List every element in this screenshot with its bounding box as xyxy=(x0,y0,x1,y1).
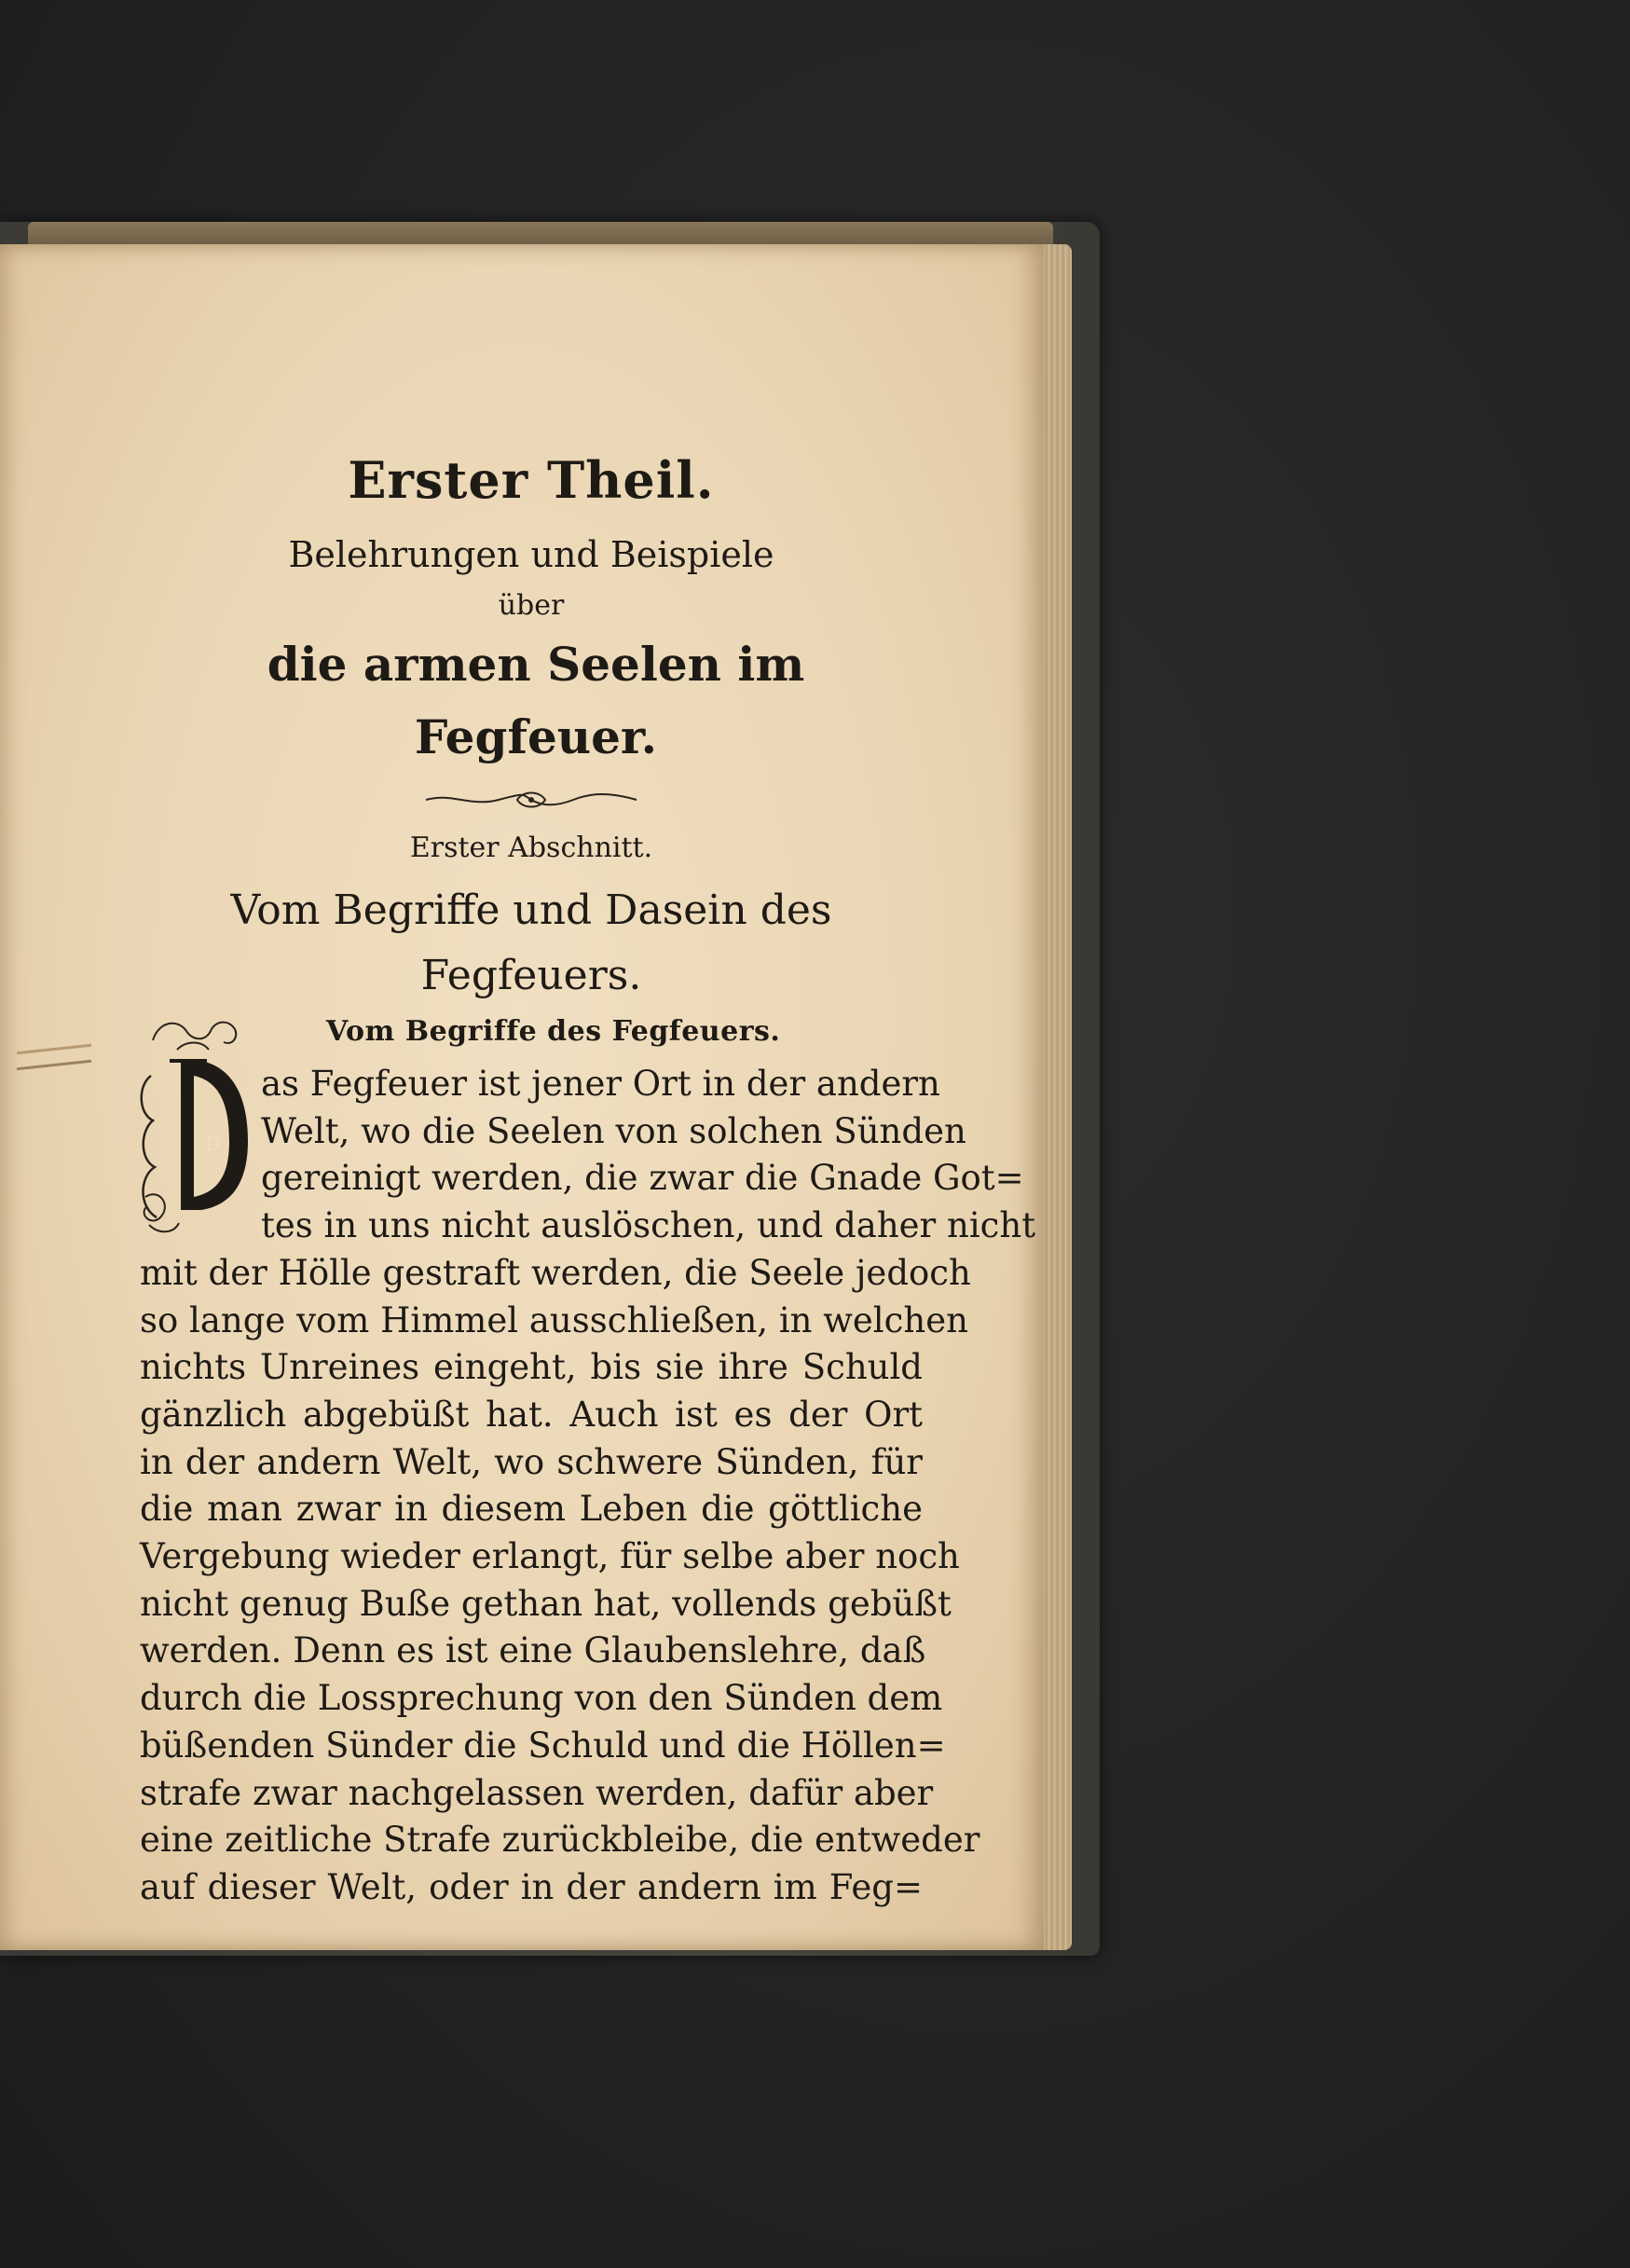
text-line: büßenden Sünder die Schuld und die Höllen= xyxy=(140,1725,946,1766)
body-text xyxy=(140,1061,1036,1912)
subsection-title: Vom Begriffe des Fegfeuers. xyxy=(326,1015,781,1048)
text-line: nicht genug Buße gethan hat, vollends gebüßt xyxy=(140,1583,952,1624)
flourish-ornament-icon xyxy=(424,789,638,811)
part-title: Erster Theil. xyxy=(348,450,715,510)
text-line: as Fegfeuer ist jener Ort in der andern xyxy=(261,1064,940,1104)
subtitle-line-3: die armen Seelen im Fegfeuer. xyxy=(267,637,805,764)
page-content xyxy=(140,438,1036,1912)
text-line: gereinigt werden, die zwar die Gnade Got= xyxy=(261,1158,1024,1199)
text-line: Welt, wo die Seelen von solchen Sünden xyxy=(261,1110,966,1151)
svg-text:D: D xyxy=(205,1133,221,1155)
text-line: eine zeitliche Strafe zurückbleibe, die entweder xyxy=(140,1820,980,1861)
subtitle-line-1: Belehrungen und Beispiele xyxy=(288,534,774,575)
text-line: so lange vom Himmel ausschließen, in welchen xyxy=(140,1299,968,1340)
section-label: Erster Abschnitt. xyxy=(409,832,653,864)
text-line: die man zwar in diesem Leben die göttliche xyxy=(140,1489,923,1530)
text-line: Vergebung wieder erlangt, für selbe aber noch xyxy=(140,1536,960,1577)
text-line: mit der Hölle gestraft werden, die Seele jedoch xyxy=(140,1252,971,1293)
text-line: werden. Denn es ist eine Glaubenslehre, daß xyxy=(140,1630,926,1671)
binding-thread xyxy=(17,1044,91,1070)
text-line: in der andern Welt, wo schwere Sünden, für xyxy=(140,1441,923,1482)
ornamental-drop-cap xyxy=(132,1048,250,1244)
text-line: durch die Lossprechung von den Sünden dem xyxy=(140,1678,943,1719)
text-line: tes in uns nicht auslöschen, und daher nicht xyxy=(261,1205,1036,1246)
text-line: strafe zwar nachgelassen werden, dafür aber xyxy=(140,1772,934,1813)
subsection-row xyxy=(140,1009,923,1055)
section-title: Vom Begriffe und Dasein des Fegfeuers. xyxy=(230,887,832,999)
subtitle-line-2: über xyxy=(498,589,565,622)
text-line: nichts Unreines eingeht, bis sie ihre Schuld xyxy=(140,1347,923,1388)
text-line: auf dieser Welt, oder in der andern im Feg= xyxy=(140,1866,923,1907)
paragraph xyxy=(140,1061,1036,1912)
text-line: gänzlich abgebüßt hat. Auch ist es der Ort xyxy=(140,1394,923,1435)
